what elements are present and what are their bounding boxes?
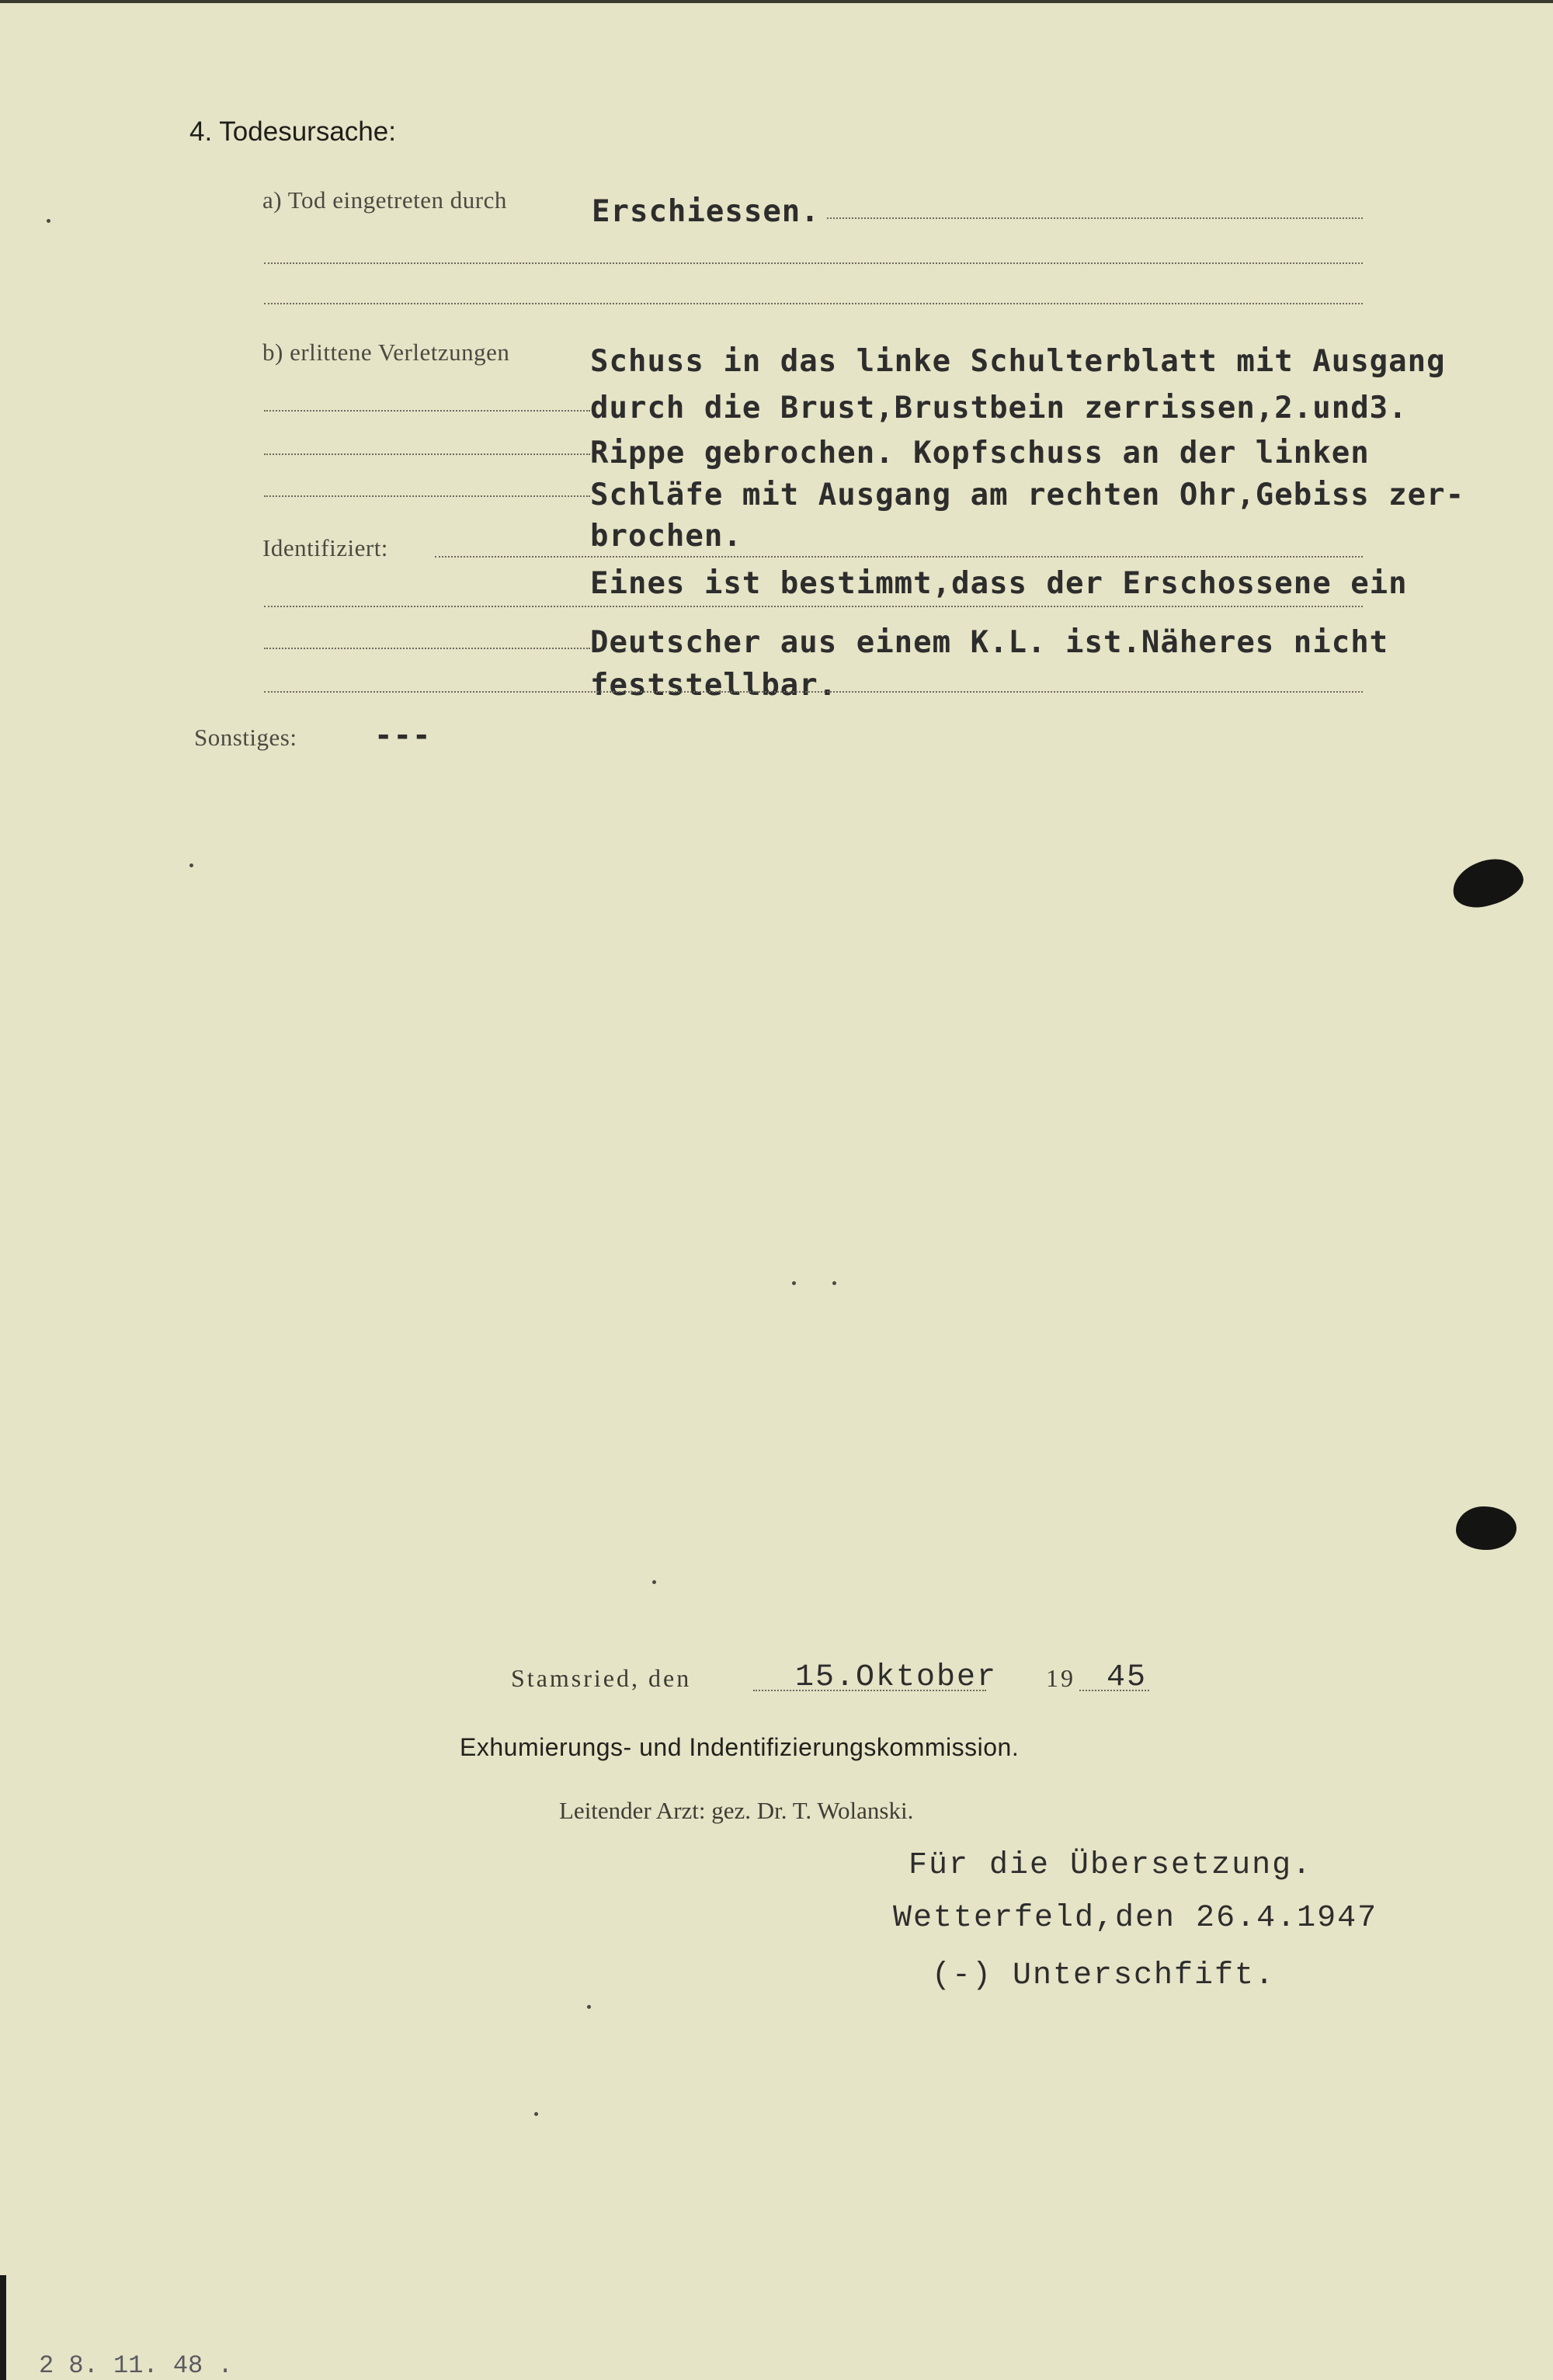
- paper-speck: [792, 1281, 796, 1285]
- ink-blot: [1448, 853, 1527, 912]
- other-label: Sonstiges:: [194, 724, 297, 751]
- dotted-line: [264, 606, 1363, 607]
- dotted-line: [264, 303, 1363, 304]
- cause-value: Erschiessen.: [592, 194, 820, 229]
- paper-speck: [189, 863, 193, 867]
- century-label: 19: [1046, 1664, 1075, 1692]
- injuries-line-4: Schläfe mit Ausgang am rechten Ohr,Gebiss zer-: [590, 478, 1465, 512]
- page-top-edge: [0, 0, 1553, 3]
- identified-label: Identifiziert:: [262, 534, 388, 561]
- date-value: 15.Oktober: [795, 1660, 998, 1695]
- place-date: [511, 1664, 691, 1693]
- paper-speck: [832, 1281, 836, 1285]
- dotted-line: [264, 262, 1363, 264]
- paper-speck: [652, 1580, 656, 1584]
- margin-mark: [0, 2275, 6, 2380]
- other-value: ---: [374, 718, 432, 753]
- corner-stamp: 2 8. 11. 48 .: [39, 2351, 233, 2380]
- injuries-line-2: durch die Brust,Brustbein zerrissen,2.und3.: [590, 391, 1408, 426]
- identified-line-4: feststellbar.: [590, 668, 838, 703]
- identified-line-2: Eines ist bestimmt,dass der Erschossene ein: [590, 566, 1408, 601]
- dotted-line: [264, 495, 590, 497]
- doctor-line: Leitender Arzt: gez. Dr. T. Wolanski.: [559, 1797, 914, 1824]
- section-title: Todesursache:: [219, 116, 396, 147]
- dotted-line: [264, 648, 590, 649]
- dotted-line: [827, 217, 1363, 219]
- translation-line-3: (-) Unterschfift.: [932, 1958, 1276, 1993]
- dotted-line: [435, 556, 1363, 558]
- commission-name: Exhumierungs- und Indentifizierungskommission.: [460, 1733, 1020, 1761]
- translation-line-2: Wetterfeld,den 26.4.1947: [893, 1901, 1378, 1936]
- paper-speck: [47, 219, 50, 223]
- year-value: 45: [1107, 1660, 1148, 1695]
- section-heading: [189, 116, 396, 148]
- dotted-line: [264, 453, 590, 455]
- dotted-line: [264, 410, 590, 412]
- section-number: 4.: [189, 116, 213, 147]
- identified-line-3: Deutscher aus einem K.L. ist.Näheres nicht: [590, 625, 1389, 660]
- injuries-line-1: Schuss in das linke Schulterblatt mit Ausgang: [590, 344, 1446, 379]
- cause-label: a) Tod eingetreten durch: [262, 186, 507, 214]
- ink-blot: [1456, 1506, 1517, 1550]
- paper-speck: [587, 2005, 591, 2009]
- translation-line-1: Für die Übersetzung.: [909, 1848, 1313, 1883]
- injuries-label: b) erlittene Verletzungen: [262, 339, 510, 366]
- place-label: Stamsried, den: [511, 1664, 692, 1692]
- paper-speck: [534, 2112, 538, 2116]
- injuries-line-3: Rippe gebrochen. Kopfschuss an der linken: [590, 436, 1370, 471]
- dotted-line: [264, 691, 1363, 693]
- identified-line-1: brochen.: [590, 519, 742, 554]
